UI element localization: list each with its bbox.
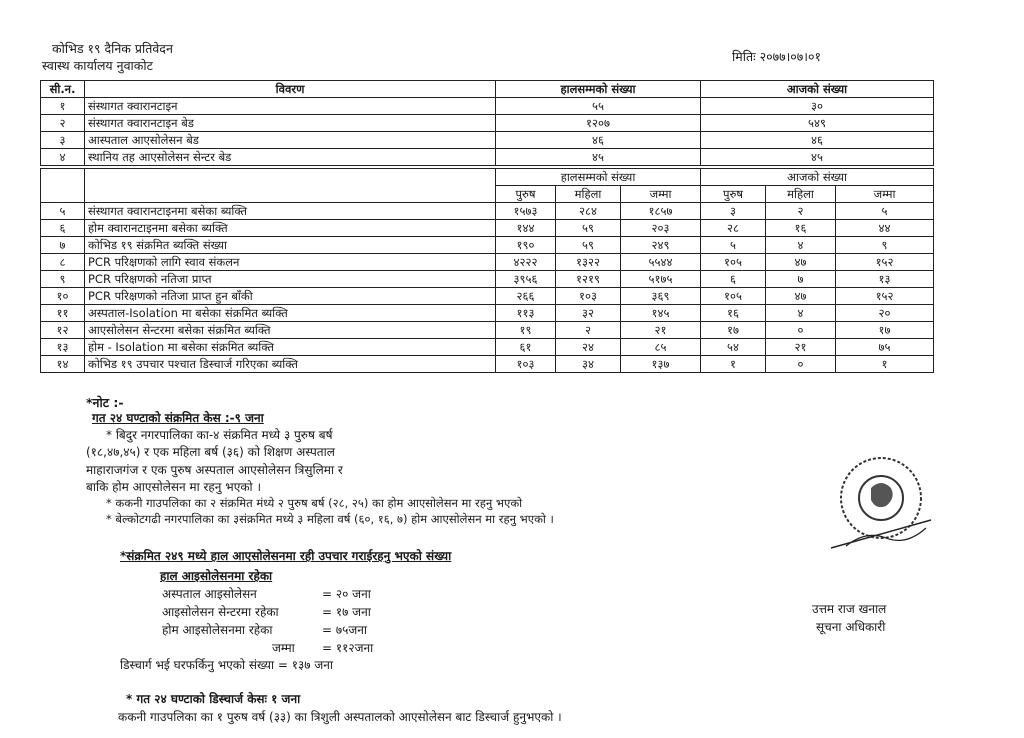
- cell-detail: संस्थागत क्वारानटाइन बेड: [85, 115, 496, 132]
- cell-total-sum: ८५: [621, 339, 701, 356]
- cell-total-sum: ५१७५: [621, 271, 701, 288]
- office-name: स्वास्थ कार्यालय नुवाकोट: [42, 58, 153, 73]
- table-row: [41, 322, 934, 339]
- cell-sn: १: [41, 98, 85, 115]
- cell-total-sum: ३६९: [621, 288, 701, 305]
- office-seal-icon: [826, 450, 936, 560]
- note-bidur-1: * बिदुर नगरपालिका का-४ संक्रमित मध्ये ३ पुरुष बर्ष: [106, 428, 333, 442]
- table-row: [41, 132, 934, 149]
- cell-today-female: ०: [766, 322, 836, 339]
- table-row: [41, 254, 934, 271]
- cell-total: ४५: [496, 149, 701, 166]
- cell-today-female: २१: [766, 339, 836, 356]
- cell-today: ३०: [701, 98, 934, 115]
- cell-today-sum: ४४: [836, 220, 934, 237]
- table-row: [41, 149, 934, 166]
- cell-total-female: १३२२: [556, 254, 621, 271]
- table-row: [41, 339, 934, 356]
- cell-sn: १४: [41, 356, 85, 373]
- cell-today-male: १६: [701, 305, 766, 322]
- cell-today-sum: ७५: [836, 339, 934, 356]
- table-row: [41, 220, 934, 237]
- col-today: आजको संख्या: [701, 81, 934, 98]
- cell-total-male: १९०: [496, 237, 556, 254]
- cell-total-sum: २०३: [621, 220, 701, 237]
- cell-detail: संस्थागत क्वारानटाइनमा बसेका ब्यक्ति: [85, 203, 496, 220]
- cell-total-male: १४४: [496, 220, 556, 237]
- home-value: = ७५जना: [322, 623, 368, 637]
- table-row: [41, 98, 934, 115]
- cell-today-male: २८: [701, 220, 766, 237]
- cell-total: ५५: [496, 98, 701, 115]
- cell-total-female: ५९: [556, 220, 621, 237]
- cell-total-male: १०३: [496, 356, 556, 373]
- cell-total-male: १९: [496, 322, 556, 339]
- cell-today-female: २: [766, 203, 836, 220]
- center-value: = १७ जना: [322, 605, 371, 619]
- table-row: [41, 288, 934, 305]
- discharged-count: डिस्चार्ग भई घरफर्किनु भएको संख्या = १३७ जना: [120, 658, 333, 672]
- report-title: कोभिड १९ दैनिक प्रतिवेदन: [52, 41, 173, 56]
- cell-detail: आएसोलेसन सेन्टरमा बसेका संक्रमित ब्यक्ति: [85, 322, 496, 339]
- isolation-sub: हाल आइसोलेसनमा रहेका: [160, 569, 273, 583]
- cell-today-male: ५४: [701, 339, 766, 356]
- cell-total-male: १५७३: [496, 203, 556, 220]
- table-row: [41, 356, 934, 373]
- cell-total: ४६: [496, 132, 701, 149]
- cell-today-sum: १३: [836, 271, 934, 288]
- cell-sn: ६: [41, 220, 85, 237]
- cell-today-sum: १५२: [836, 254, 934, 271]
- signatory-title: सूचना अधिकारी: [816, 620, 886, 634]
- col-sn: सी.न.: [41, 81, 85, 98]
- cell-today: ४५: [701, 149, 934, 166]
- cell-total-male: ११३: [496, 305, 556, 322]
- col-detail: विवरण: [85, 81, 496, 98]
- cell-today-sum: ५: [836, 203, 934, 220]
- cell-total-male: ३९५६: [496, 271, 556, 288]
- total-value: = ११२जना: [322, 641, 374, 655]
- report-date: मितिः २०७७।०७।०१: [732, 49, 822, 64]
- table-row: [41, 271, 934, 288]
- cell-detail: कोभिड १९ संक्रमित ब्यक्ति संख्या: [85, 237, 496, 254]
- cell-total: १२०७: [496, 115, 701, 132]
- table-row: [41, 305, 934, 322]
- table-header-row: [41, 81, 934, 98]
- cell-total-female: २४: [556, 339, 621, 356]
- total-label: जम्मा: [272, 641, 295, 655]
- cell-total-male: २६६: [496, 288, 556, 305]
- cell-total-sum: २४९: [621, 237, 701, 254]
- isolation-heading: *संक्रमित २४९ मध्ये हाल आएसोलेसनमा रही उपचार गराईरहनु भएको संख्या: [120, 549, 452, 563]
- group-total-so-far: हालसम्मको संख्या: [496, 169, 701, 186]
- cell-total-female: २: [556, 322, 621, 339]
- center-label: आइसोलेसन सेन्टरमा रहेका: [162, 605, 279, 619]
- col-total-so-far: हालसम्मको संख्या: [496, 81, 701, 98]
- cell-total-sum: ५५४४: [621, 254, 701, 271]
- cell-sn: ३: [41, 132, 85, 149]
- cases-24h: गत २४ घण्टाको संक्रमित केस :-९ जना: [92, 411, 264, 425]
- note-bidur-2: (१८,४७,४५) र एक महिला बर्ष (३६) को शिक्षण अस्पताल: [86, 445, 335, 459]
- sub-total: जम्मा: [836, 186, 934, 203]
- cell-total-female: १२१९: [556, 271, 621, 288]
- cell-today-sum: २०: [836, 305, 934, 322]
- cell-total-male: ६१: [496, 339, 556, 356]
- group-today: आजको संख्या: [701, 169, 934, 186]
- cell-total-female: ३४: [556, 356, 621, 373]
- cell-sn: १३: [41, 339, 85, 356]
- cell-today: ४६: [701, 132, 934, 149]
- hospital-value: = २० जना: [322, 587, 371, 601]
- sub-female: महिला: [556, 186, 621, 203]
- cell-detail: होम क्वारानटाइनमा बसेका ब्यक्ति: [85, 220, 496, 237]
- hospital-label: अस्पताल आइसोलेसन: [162, 587, 257, 601]
- cell-detail: कोभिड १९ उपचार पश्चात डिस्चार्ज गरिएका ब्यक्ति: [85, 356, 496, 373]
- cell-total-female: ३२: [556, 305, 621, 322]
- cell-today-sum: १: [836, 356, 934, 373]
- cell-today-male: १०५: [701, 254, 766, 271]
- cell-sn: ११: [41, 305, 85, 322]
- cell-today-female: ४: [766, 305, 836, 322]
- cell-detail: आस्पताल आएसोलेसन बेड: [85, 132, 496, 149]
- cell-detail: PCR परिक्षणको नतिजा प्राप्त हुन बाँकी: [85, 288, 496, 305]
- cell-sn: १२: [41, 322, 85, 339]
- sub-male: पुरुष: [496, 186, 556, 203]
- note-heading: *नोट :-: [86, 395, 124, 410]
- cell-sn: १०: [41, 288, 85, 305]
- cell-sn: ५: [41, 203, 85, 220]
- cell-detail: संस्थागत क्वारानटाइन: [85, 98, 496, 115]
- cell-total-sum: २१: [621, 322, 701, 339]
- sub-female: महिला: [766, 186, 836, 203]
- cell-today-sum: १५२: [836, 288, 934, 305]
- cell-detail: PCR परिक्षणको लागि स्वाव संकलन: [85, 254, 496, 271]
- cell-sn: ९: [41, 271, 85, 288]
- cell-total-male: ४२२२: [496, 254, 556, 271]
- blank-cell: [41, 169, 85, 203]
- cell-today-female: ७: [766, 271, 836, 288]
- cell-today-female: ४७: [766, 254, 836, 271]
- cell-today-sum: ९: [836, 237, 934, 254]
- cell-detail: अस्पताल-Isolation मा बसेका संक्रमित ब्यक्ति: [85, 305, 496, 322]
- cell-today-female: ४७: [766, 288, 836, 305]
- cell-today-male: १७: [701, 322, 766, 339]
- cell-total-sum: १४५: [621, 305, 701, 322]
- cell-total-female: २८४: [556, 203, 621, 220]
- note-belkot: * बेल्कोटगढी नगरपालिका का ३संक्रमित मध्ये ३ महिला वर्ष (६०, १६, ७) होम आएसोलेसन मा रहनु भएको ।: [106, 512, 554, 526]
- group-header-row: [41, 169, 934, 186]
- cell-today-male: १०५: [701, 288, 766, 305]
- cell-detail: स्थानिय तह आएसोलेसन सेन्टर बेड: [85, 149, 496, 166]
- cell-sn: २: [41, 115, 85, 132]
- cell-total-female: १०३: [556, 288, 621, 305]
- cell-sn: ८: [41, 254, 85, 271]
- cell-detail: PCR परिक्षणको नतिजा प्राप्त: [85, 271, 496, 288]
- table-row: [41, 203, 934, 220]
- cell-detail: होम - Isolation मा बसेका संक्रमित ब्यक्ति: [85, 339, 496, 356]
- summary-table: [40, 80, 934, 166]
- cell-today-female: १६: [766, 220, 836, 237]
- cell-today-male: १: [701, 356, 766, 373]
- cell-today: ५४९: [701, 115, 934, 132]
- note-bidur-3: माहाराजगंज र एक पुरुष अस्पताल आएसोलेसन त्रिसुलिमा र: [86, 463, 343, 477]
- sub-total: जम्मा: [621, 186, 701, 203]
- cell-total-sum: १३७: [621, 356, 701, 373]
- signatory-name: उत्तम राज खनाल: [812, 602, 887, 616]
- table-row: [41, 237, 934, 254]
- discharge-heading: * गत २४ घण्टाको डिस्चार्ज केसः १ जना: [126, 692, 301, 706]
- home-label: होम आइसोलेसनमा रहेका: [162, 623, 273, 637]
- discharge-detail: ककनी गाउपलिका का १ पुरुष वर्ष (३३) का त्रिशुली अस्पतालको आएसोलेसन बाट डिस्चार्ज हुनुभएको ।: [118, 710, 562, 724]
- cell-today-female: ०: [766, 356, 836, 373]
- cell-today-male: ६: [701, 271, 766, 288]
- cell-total-sum: १८५७: [621, 203, 701, 220]
- cell-sn: ७: [41, 237, 85, 254]
- sub-male: पुरुष: [701, 186, 766, 203]
- cell-total-female: ५९: [556, 237, 621, 254]
- detail-table: [40, 168, 934, 373]
- cell-today-male: ३: [701, 203, 766, 220]
- cell-today-sum: १७: [836, 322, 934, 339]
- cell-today-male: ५: [701, 237, 766, 254]
- table-row: [41, 115, 934, 132]
- blank-cell: [85, 169, 496, 203]
- note-kakani: * ककनी गाउपलिका का २ संक्रमित मंध्ये २ पुरुष बर्ष (२८, २५) का होम आएसोलेसन मा रहनु भएको: [106, 496, 523, 510]
- cell-today-female: ४: [766, 237, 836, 254]
- note-bidur-4: बाकि होम आएसोलेसन मा रहनु भएको ।: [86, 480, 262, 494]
- cell-sn: ४: [41, 149, 85, 166]
